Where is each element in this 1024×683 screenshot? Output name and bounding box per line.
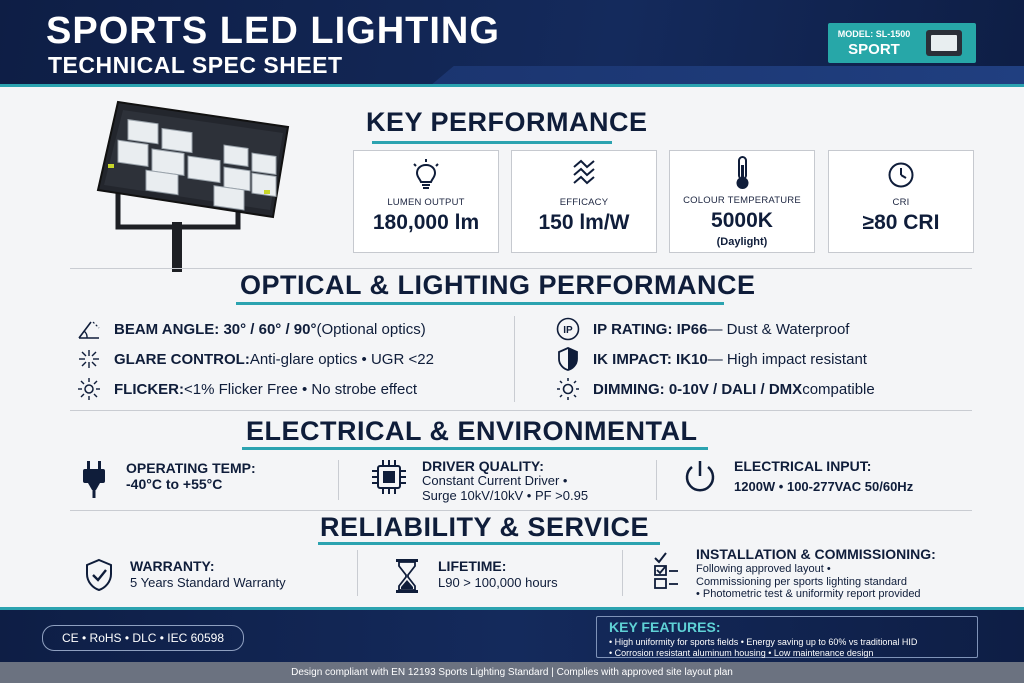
vertical-divider bbox=[357, 550, 358, 596]
key-features-line: • High uniformity for sports fields • Energy saving up to 60% vs traditional HID bbox=[609, 637, 918, 647]
spec-value: -40°C to +55°C bbox=[126, 476, 223, 492]
electrical-underline bbox=[242, 447, 708, 450]
card-value: 5000K bbox=[711, 209, 773, 232]
divider bbox=[70, 410, 972, 411]
spec-value: 1200W • 100-277VAC 50/60Hz bbox=[734, 479, 914, 494]
spec-electrical-input bbox=[682, 458, 913, 496]
service-warranty bbox=[84, 558, 286, 592]
plug-icon bbox=[80, 460, 108, 498]
card-label: LUMEN OUTPUT bbox=[387, 197, 465, 208]
product-image bbox=[88, 92, 298, 272]
header-banner bbox=[0, 0, 1024, 86]
card-label: EFFICACY bbox=[559, 197, 609, 208]
key-performance-underline bbox=[372, 141, 612, 144]
feature-flicker bbox=[76, 376, 417, 402]
efficacy-waves-icon bbox=[569, 159, 599, 191]
header-accent bbox=[430, 66, 1024, 86]
card-value: ≥80 CRI bbox=[862, 211, 940, 234]
feature-text: — High impact resistant bbox=[707, 350, 867, 368]
chip-icon bbox=[370, 458, 408, 496]
feature-text: (Optional optics) bbox=[316, 320, 426, 338]
dimming-sun-icon bbox=[555, 376, 581, 402]
key-performance-title: KEY PERFORMANCE bbox=[366, 107, 648, 137]
spec-title: DRIVER QUALITY: bbox=[422, 458, 544, 474]
card-colour-temperature bbox=[669, 150, 815, 253]
feature-label: DIMMING: 0-10V / DALI / DMX bbox=[593, 380, 803, 398]
card-label: COLOUR TEMPERATURE bbox=[683, 195, 801, 206]
certifications-badge: CE • RoHS • DLC • IEC 60598 bbox=[42, 625, 244, 651]
card-lumen-output bbox=[353, 150, 499, 253]
glare-icon bbox=[76, 346, 102, 372]
spec-line: Constant Current Driver • bbox=[422, 473, 568, 488]
svg-text:IP: IP bbox=[563, 325, 573, 336]
thermometer-icon bbox=[730, 155, 754, 191]
feature-text: <1% Flicker Free • No strobe effect bbox=[184, 380, 417, 398]
key-features-box bbox=[596, 616, 978, 658]
feature-text: Anti-glare optics • UGR <22 bbox=[249, 350, 434, 368]
card-subvalue: (Daylight) bbox=[716, 236, 768, 248]
electrical-title: ELECTRICAL & ENVIRONMENTAL bbox=[246, 416, 698, 446]
spec-title: ELECTRICAL INPUT: bbox=[734, 458, 872, 474]
feature-label: IK IMPACT: IK10 bbox=[593, 350, 708, 368]
service-title: INSTALLATION & COMMISSIONING: bbox=[696, 546, 936, 562]
feature-glare-control bbox=[76, 346, 434, 372]
vertical-divider bbox=[656, 460, 657, 500]
flicker-icon bbox=[76, 376, 102, 402]
ip-rating-icon bbox=[555, 316, 581, 342]
feature-label: IP RATING: IP66 bbox=[593, 320, 708, 338]
floodlight-thumbnail-icon bbox=[926, 30, 962, 56]
spec-operating-temp bbox=[80, 460, 256, 498]
reliability-underline bbox=[318, 542, 660, 545]
checklist-icon bbox=[652, 550, 680, 590]
service-text: Commissioning per sports lighting standard bbox=[696, 575, 907, 588]
vertical-divider bbox=[622, 550, 623, 596]
feature-beam-angle bbox=[76, 316, 426, 342]
shield-impact-icon bbox=[555, 346, 581, 372]
feature-ip-rating bbox=[555, 316, 849, 342]
divider bbox=[70, 510, 972, 511]
model-badge bbox=[828, 23, 976, 63]
model-name: SPORT bbox=[848, 40, 900, 58]
header-divider bbox=[0, 84, 1024, 87]
shield-check-icon bbox=[84, 558, 114, 592]
footer-divider bbox=[0, 607, 1024, 610]
service-text: Following approved layout • bbox=[696, 563, 831, 575]
feature-ik-impact bbox=[555, 346, 867, 372]
service-text: • Photometric test & uniformity report provided bbox=[696, 588, 921, 601]
key-features-title: KEY FEATURES: bbox=[609, 619, 721, 635]
feature-text: compatible bbox=[802, 380, 875, 398]
service-text: L90 > 100,000 hours bbox=[438, 575, 558, 590]
feature-label: FLICKER: bbox=[114, 380, 184, 398]
compliance-note: Design compliant with EN 12193 Sports Lighting Standard | Complies with approved site layout plan bbox=[0, 662, 1024, 683]
card-value: 180,000 lm bbox=[372, 211, 480, 234]
feature-dimming bbox=[555, 376, 875, 402]
spec-driver-quality bbox=[370, 458, 588, 504]
model-label: MODEL: SL-1500 bbox=[837, 28, 911, 39]
feature-label: GLARE CONTROL: bbox=[114, 350, 250, 368]
power-icon bbox=[682, 458, 718, 496]
optical-title: OPTICAL & LIGHTING PERFORMANCE bbox=[240, 270, 756, 300]
feature-text: — Dust & Waterproof bbox=[707, 320, 850, 338]
key-features-line: • Corrosion resistant aluminum housing • Low maintenance design bbox=[609, 648, 874, 658]
lightbulb-icon bbox=[411, 159, 441, 193]
spec-title: OPERATING TEMP: bbox=[126, 460, 256, 476]
clock-icon bbox=[887, 161, 915, 189]
vertical-divider bbox=[514, 316, 515, 402]
service-lifetime bbox=[394, 558, 558, 594]
service-title: WARRANTY: bbox=[130, 558, 215, 574]
card-efficacy bbox=[511, 150, 657, 253]
beam-angle-icon bbox=[76, 316, 102, 342]
page-title: SPORTS LED LIGHTING bbox=[46, 10, 500, 52]
spec-line: Surge 10kV/10kV • PF >0.95 bbox=[422, 487, 589, 503]
optical-underline bbox=[236, 302, 724, 305]
reliability-title: RELIABILITY & SERVICE bbox=[320, 512, 650, 542]
card-cri bbox=[828, 150, 974, 253]
hourglass-icon bbox=[394, 558, 420, 594]
feature-label: BEAM ANGLE: 30° / 60° / 90° bbox=[114, 320, 317, 338]
service-text: 5 Years Standard Warranty bbox=[130, 575, 286, 590]
divider bbox=[70, 268, 972, 269]
card-label: CRI bbox=[892, 197, 910, 208]
card-value: 150 lm/W bbox=[538, 211, 630, 234]
footer-banner bbox=[0, 610, 1024, 662]
service-installation bbox=[652, 546, 936, 601]
service-title: LIFETIME: bbox=[438, 558, 507, 574]
vertical-divider bbox=[338, 460, 339, 500]
page-subtitle: TECHNICAL SPEC SHEET bbox=[48, 52, 343, 78]
